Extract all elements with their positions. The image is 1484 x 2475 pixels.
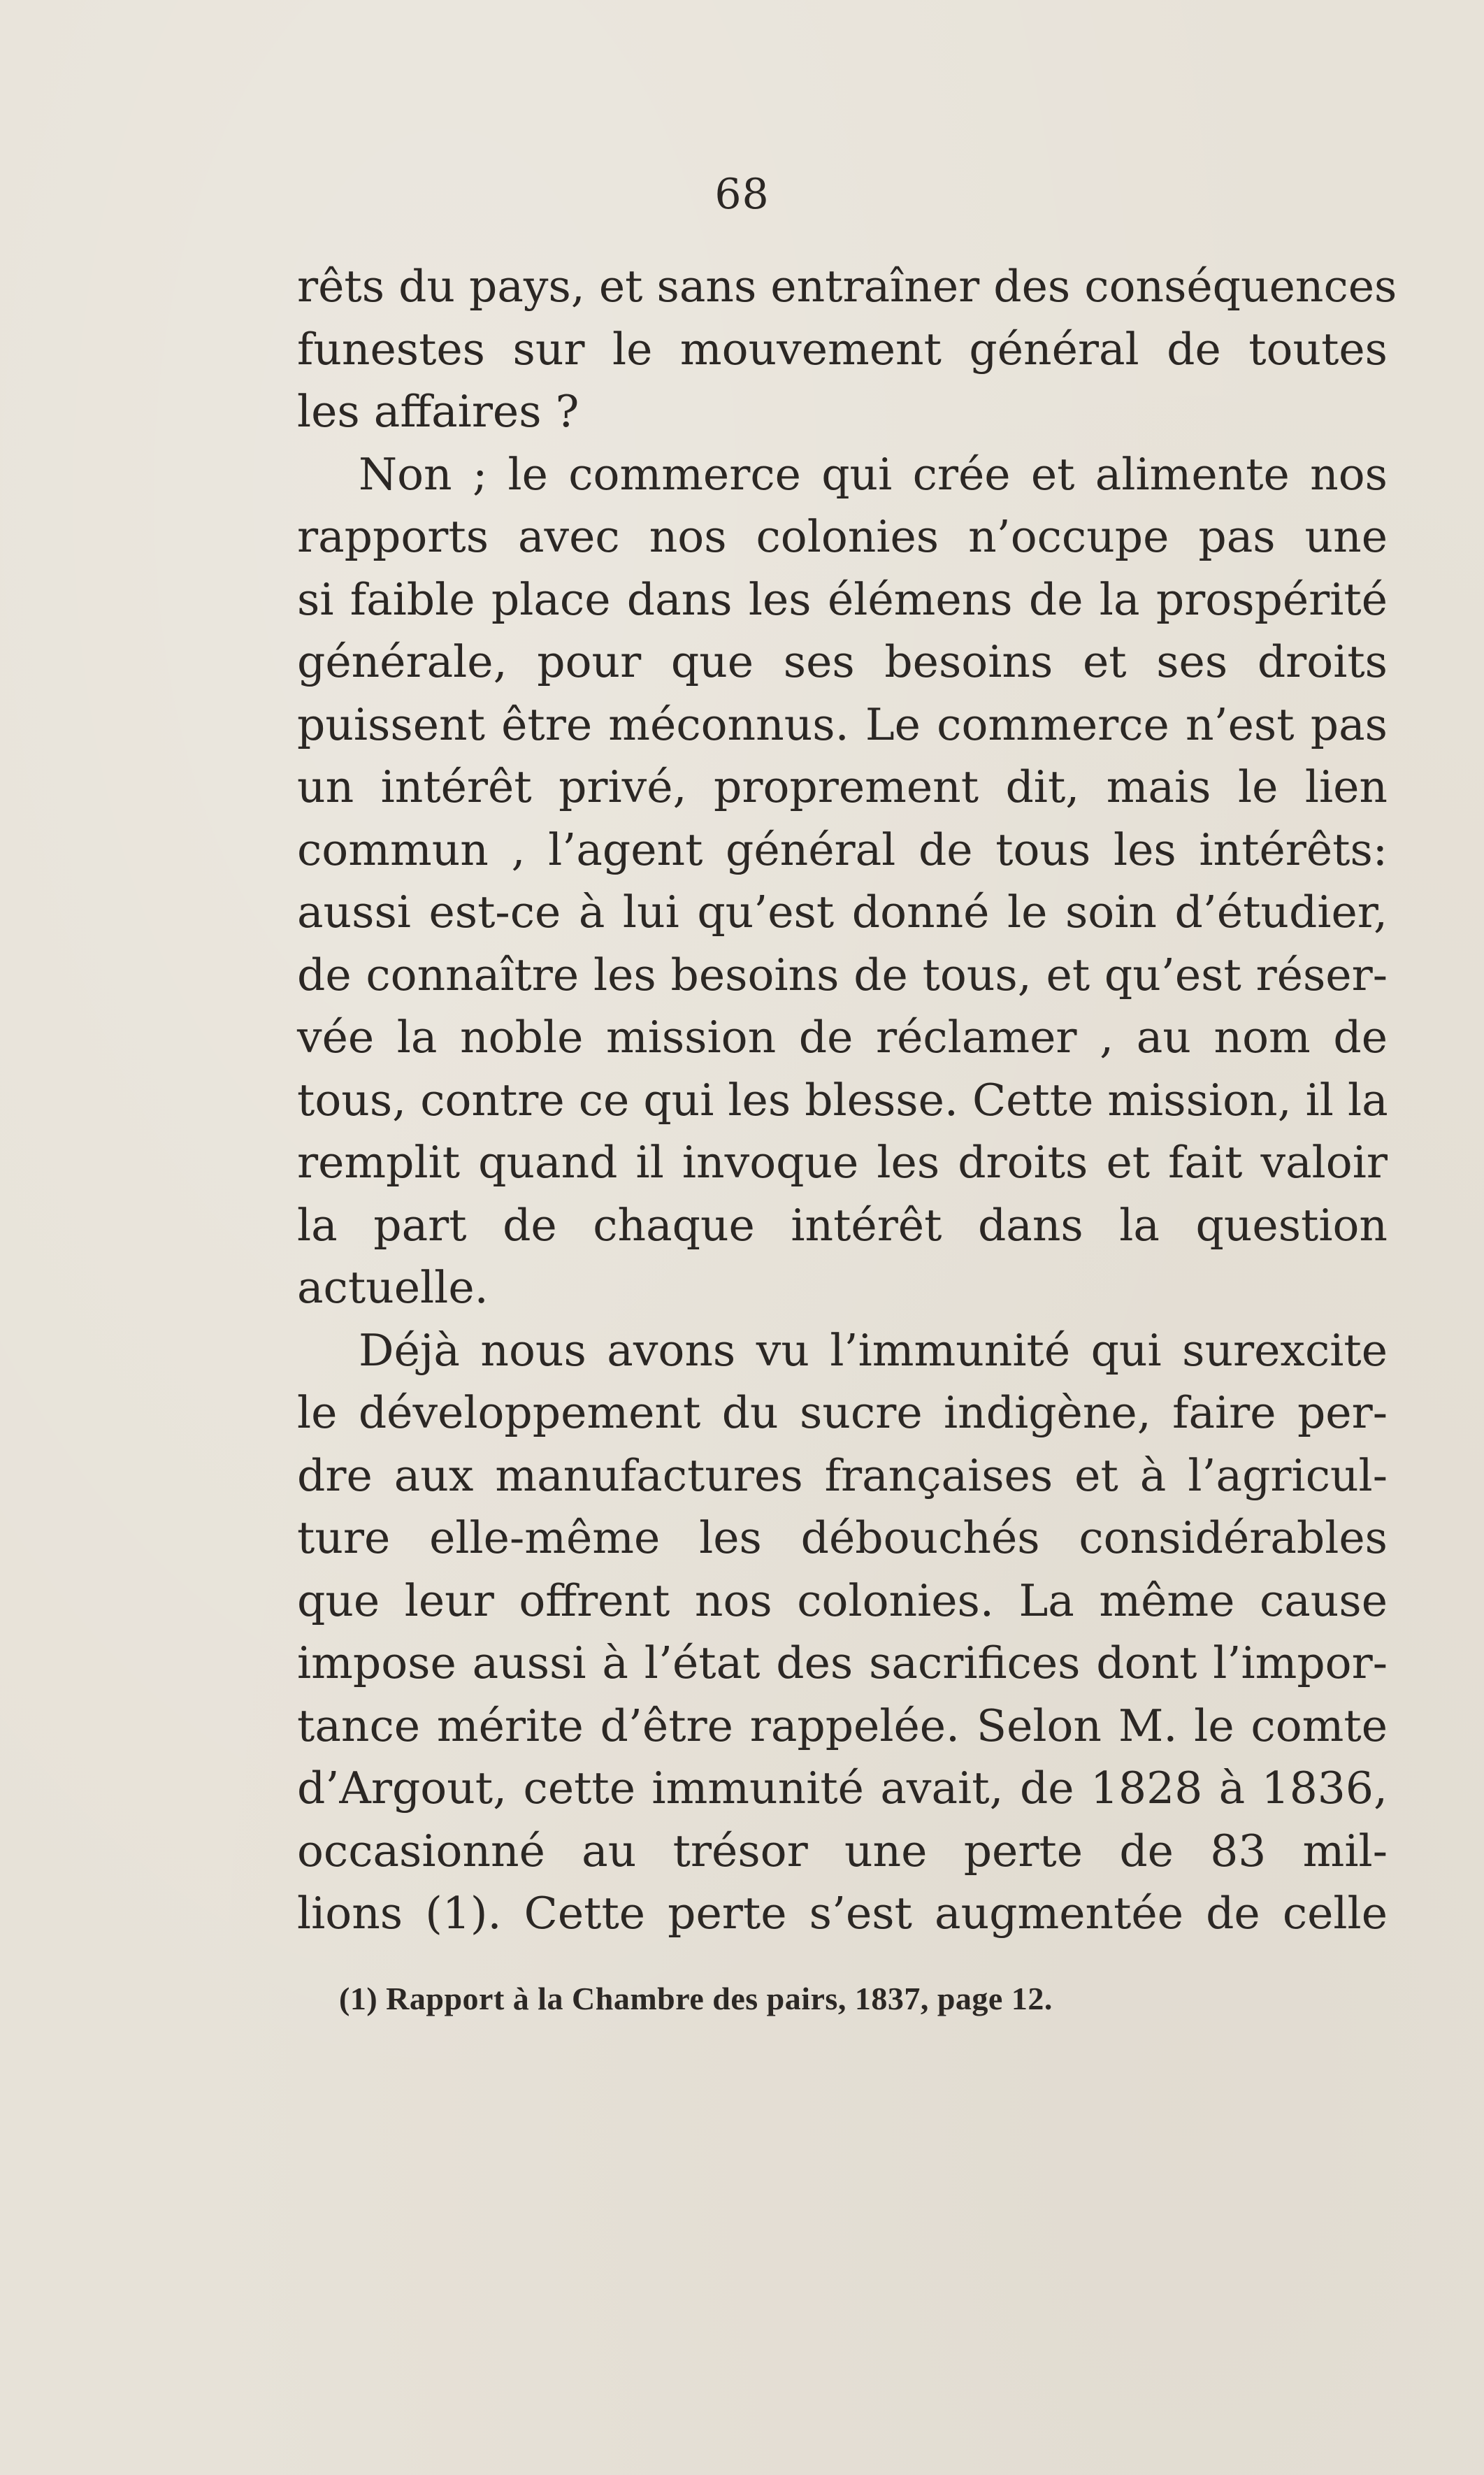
text-line: dre aux manufactures françaises et à l’agricul-: [297, 1449, 1388, 1501]
text-line: commun , l’agent général de tous les intérêts:: [297, 824, 1388, 875]
text-line: générale, pour que ses besoins et ses droits: [297, 636, 1388, 687]
text-line: vée la noble mission de réclamer , au nom de: [297, 1012, 1388, 1063]
text-line: Déjà nous avons vu l’immunité qui surexcite: [359, 1324, 1388, 1376]
text-line: puissent être méconnus. Le commerce n’est pas: [297, 698, 1388, 750]
text-line: funestes sur le mouvement général de toutes: [297, 323, 1388, 375]
text-line: impose aussi à l’état des sacrifices dont l’impor-: [297, 1637, 1388, 1688]
text-line: si faible place dans les élémens de la prospérité: [297, 573, 1388, 625]
text-line: les affaires ?: [297, 386, 579, 437]
text-line: rêts du pays, et sans entraîner des conséquences: [297, 261, 1397, 312]
body-text: [297, 255, 1397, 1945]
text-line: tous, contre ce qui les blesse. Cette mission, il la: [297, 1074, 1388, 1126]
text-line: lions (1). Cette perte s’est augmentée de celle: [297, 1888, 1388, 1939]
text-line: remplit quand il invoque les droits et fait valoir: [297, 1137, 1388, 1188]
text-line: aussi est-ce à lui qu’est donné le soin d’étudier,: [297, 887, 1388, 938]
footnote: (1) Rapport à la Chambre des pairs, 1837, page 12.: [339, 1981, 1053, 2016]
text-line: tance mérite d’être rappelée. Selon M. le comte: [297, 1700, 1388, 1751]
text-line: le développement du sucre indigène, faire per-: [297, 1387, 1388, 1438]
text-line: la part de chaque intérêt dans la question: [297, 1199, 1388, 1251]
text-line: de connaître les besoins de tous, et qu’est réser-: [297, 949, 1388, 1000]
text-line: rapports avec nos colonies n’occupe pas une: [297, 511, 1388, 562]
text-line: d’Argout, cette immunité avait, de 1828 à 1836,: [297, 1763, 1388, 1814]
text-line: que leur offrent nos colonies. La même cause: [297, 1574, 1388, 1626]
text-line: occasionné au trésor une perte de 83 mil-: [297, 1825, 1388, 1877]
text-line: un intérêt privé, proprement dit, mais le lien: [297, 761, 1388, 812]
text-line: Non ; le commerce qui crée et alimente nos: [359, 448, 1388, 500]
page-number: 68: [714, 170, 770, 219]
text-line: actuelle.: [297, 1262, 489, 1313]
text-line: ture elle-même les débouchés considérables: [297, 1512, 1388, 1563]
